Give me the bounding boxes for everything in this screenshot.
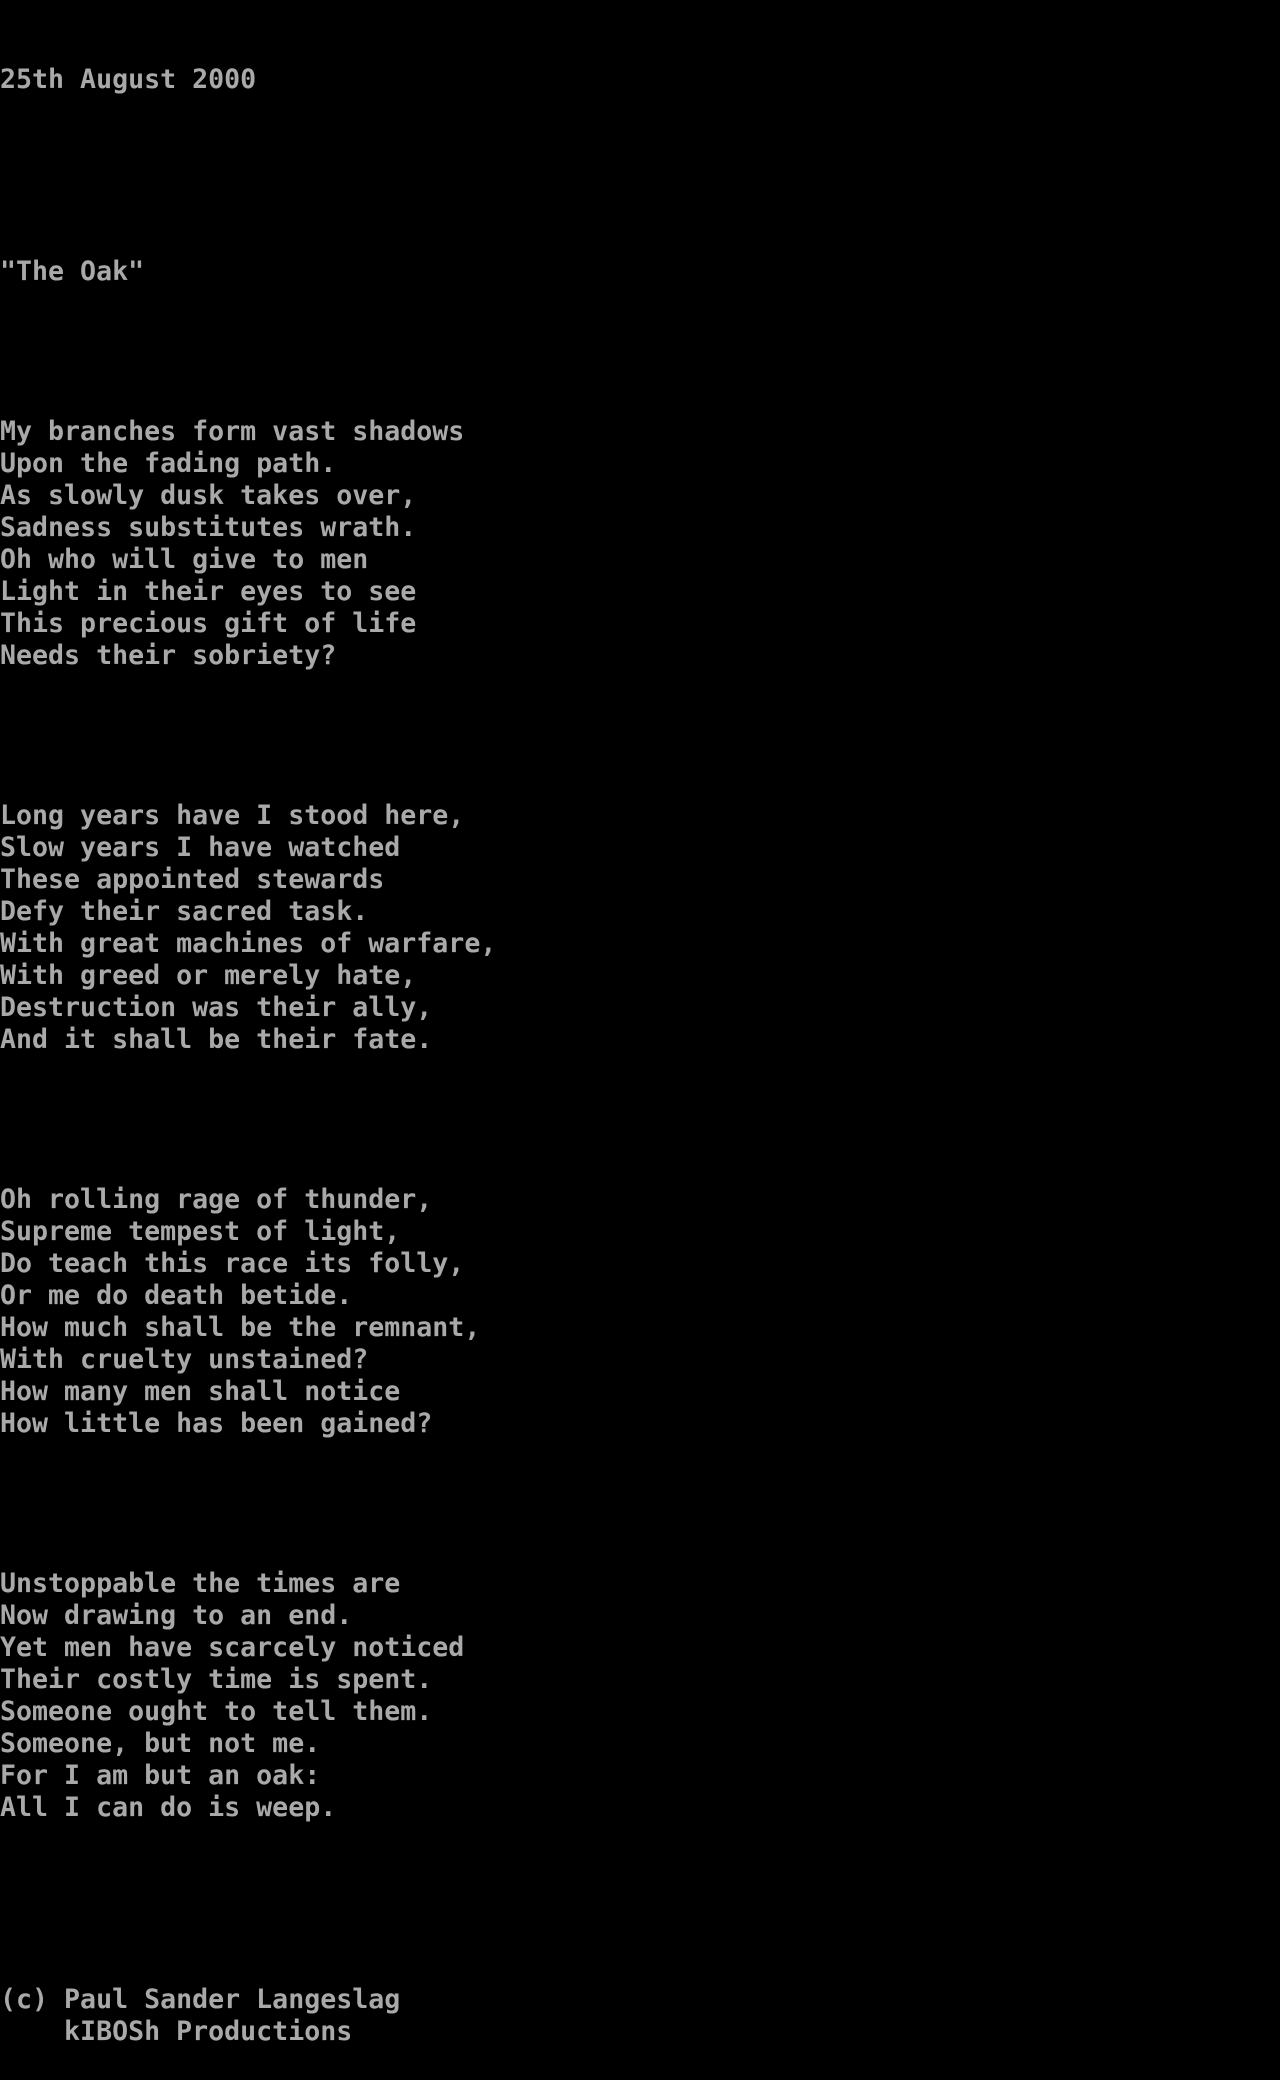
poem-line: Or me do death betide. [0,1280,353,1311]
poem-line: Do teach this race its folly, [0,1248,465,1279]
poem-line: Light in their eyes to see [0,576,417,607]
poem-line: Their costly time is spent. [0,1664,433,1695]
poem-line: Defy their sacred task. [0,896,369,927]
date-line: 25th August 2000 [0,64,257,95]
poem-line: Now drawing to an end. [0,1600,353,1631]
poem-line: Slow years I have watched [0,832,401,863]
poem-stanza-1 [0,416,1280,672]
poem-line: kIBOSh Productions [0,2016,353,2047]
poem-title: "The Oak" [0,256,145,287]
poem-stanza-3 [0,1184,1280,1440]
poem-line: All I can do is weep. [0,1792,337,1823]
poem-line: How little has been gained? [0,1408,433,1439]
poem-line: Oh rolling rage of thunder, [0,1184,433,1215]
poem-line: Unstoppable the times are [0,1568,401,1599]
poem-line: How much shall be the remnant, [0,1312,481,1343]
poem-stanza-2 [0,800,1280,1056]
poem-line: For I am but an oak: [0,1760,321,1791]
copyright-credits [0,1984,1280,2048]
poem-line: This precious gift of life [0,608,417,639]
poem-line: Supreme tempest of light, [0,1216,401,1247]
poem-line: Someone, but not me. [0,1728,321,1759]
poem-line: And it shall be their fate. [0,1024,433,1055]
poem-line: Yet men have scarcely noticed [0,1632,465,1663]
poem-line: How many men shall notice [0,1376,401,1407]
poem-stanza-4 [0,1568,1280,1824]
poem-line: With greed or merely hate, [0,960,417,991]
poem-line: With cruelty unstained? [0,1344,369,1375]
poem-line: Destruction was their ally, [0,992,433,1023]
poem-line: These appointed stewards [0,864,385,895]
poem-line: Sadness substitutes wrath. [0,512,417,543]
poem-line: Someone ought to tell them. [0,1696,433,1727]
poem-line: Oh who will give to men [0,544,369,575]
poem-line: Needs their sobriety? [0,640,337,671]
poem-line: My branches form vast shadows [0,416,465,447]
poem-line: (c) Paul Sander Langeslag [0,1984,401,2015]
poem-line: As slowly dusk takes over, [0,480,417,511]
poem-line: With great machines of warfare, [0,928,497,959]
poem-line: Long years have I stood here, [0,800,465,831]
poem-line: Upon the fading path. [0,448,337,479]
